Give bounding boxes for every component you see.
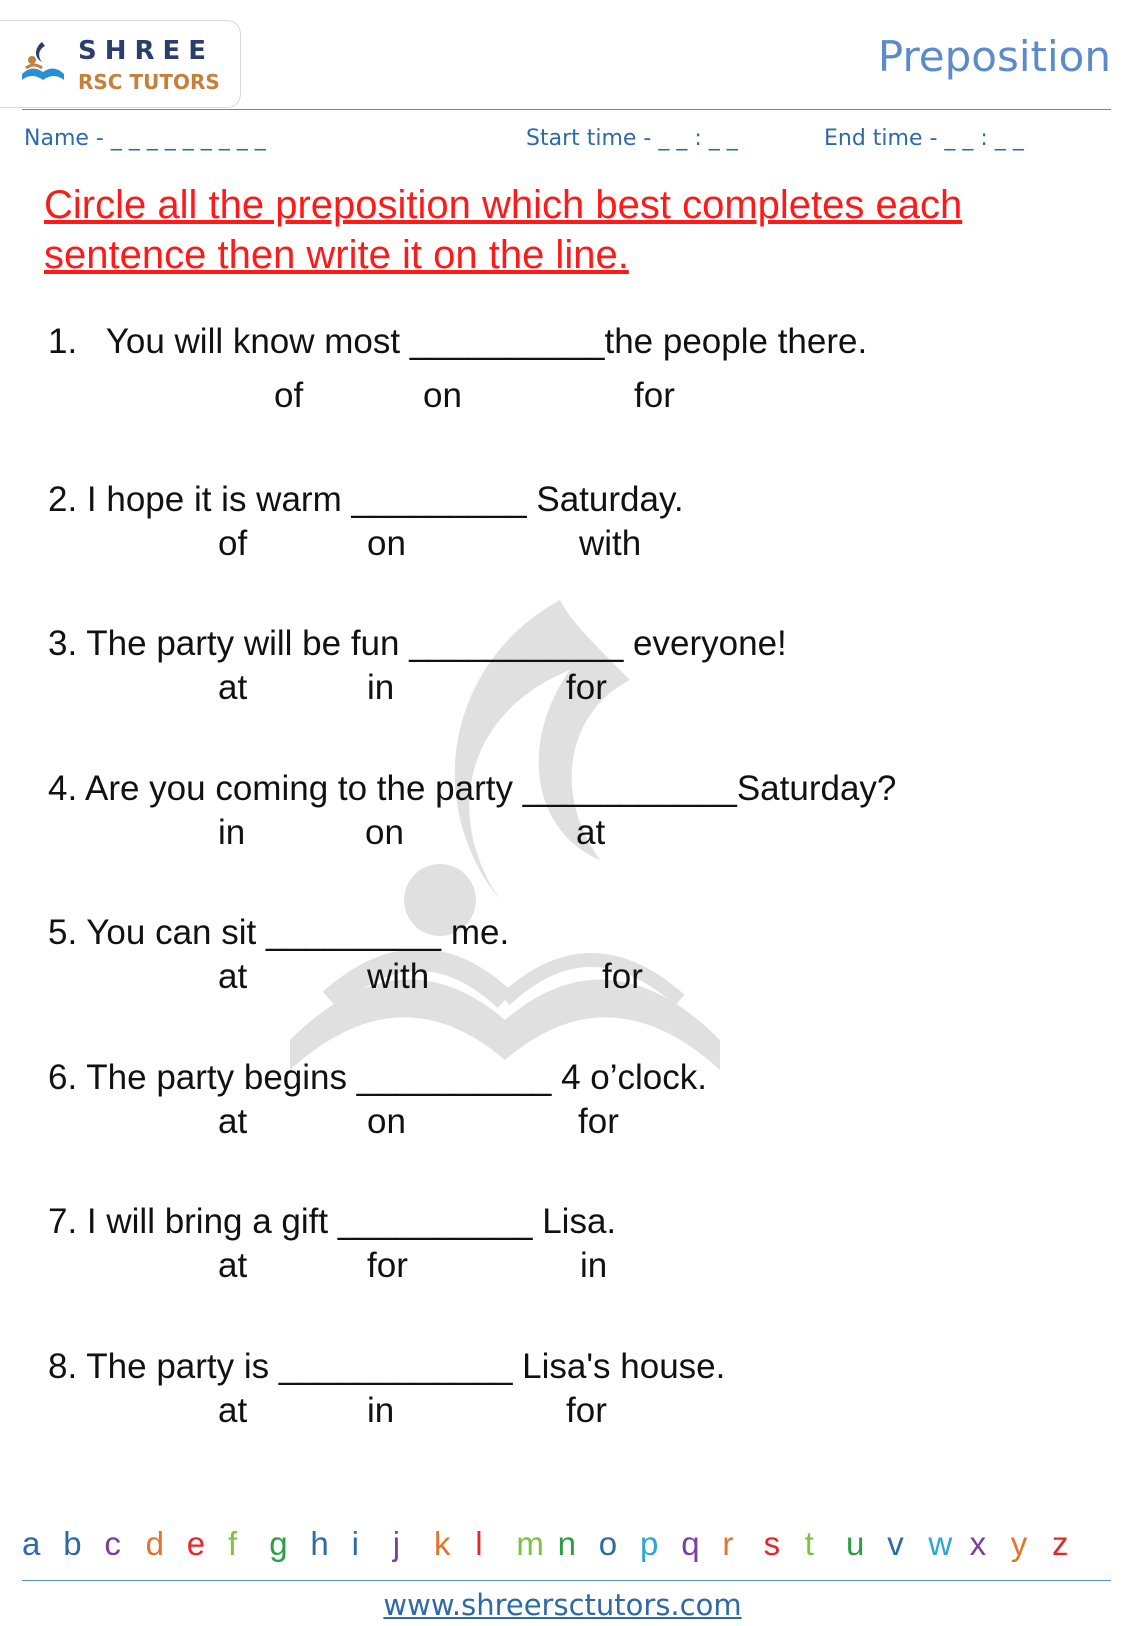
alphabet-letter-a: a	[22, 1525, 41, 1562]
alphabet-letter-x: x	[969, 1525, 987, 1562]
option-q4-c[interactable]: at	[576, 813, 606, 852]
question-1: 1. You will know most __________the people there.	[48, 322, 868, 361]
alphabet-letter-i: i	[351, 1525, 359, 1562]
option-q3-c[interactable]: for	[566, 668, 607, 707]
alphabet-letter-h: h	[310, 1525, 329, 1562]
option-q6-c[interactable]: for	[578, 1102, 619, 1141]
option-q8-b[interactable]: in	[367, 1391, 395, 1430]
option-q2-c[interactable]: with	[579, 524, 642, 563]
website-link[interactable]: www.shreersctutors.com	[383, 1588, 742, 1622]
option-q1-b[interactable]: on	[423, 376, 462, 415]
alphabet-letter-p: p	[640, 1525, 659, 1562]
alphabet-letter-n: n	[557, 1525, 576, 1562]
option-q5-a[interactable]: at	[218, 957, 248, 996]
alphabet-letter-g: g	[269, 1525, 288, 1562]
name-field[interactable]: Name - _ _ _ _ _ _ _ _ _	[24, 126, 266, 151]
alphabet-letter-k: k	[434, 1525, 451, 1562]
option-q6-b[interactable]: on	[367, 1102, 406, 1141]
alphabet-letter-j: j	[392, 1525, 401, 1562]
option-q7-b[interactable]: for	[367, 1246, 408, 1285]
option-q5-b[interactable]: with	[367, 957, 430, 996]
logo-icon	[20, 38, 66, 90]
option-q4-a[interactable]: in	[218, 813, 246, 852]
question-6: 6. The party begins __________ 4 o’clock.	[48, 1058, 707, 1097]
alphabet-letter-w: w	[928, 1525, 953, 1562]
alphabet-letter-q: q	[681, 1525, 700, 1562]
option-q6-a[interactable]: at	[218, 1102, 248, 1141]
question-7: 7. I will bring a gift __________ Lisa.	[48, 1202, 617, 1241]
option-q8-c[interactable]: for	[566, 1391, 607, 1430]
header-divider	[22, 109, 1111, 110]
option-q3-b[interactable]: in	[367, 668, 395, 707]
question-5: 5. You can sit _________ me.	[48, 913, 510, 952]
option-q1-c[interactable]: for	[634, 376, 675, 415]
option-q7-c[interactable]: in	[580, 1246, 608, 1285]
option-q8-a[interactable]: at	[218, 1391, 248, 1430]
alphabet-letter-r: r	[722, 1525, 734, 1562]
alphabet-letter-e: e	[186, 1525, 206, 1562]
alphabet-letter-o: o	[598, 1525, 618, 1562]
alphabet-letter-s: s	[763, 1525, 781, 1562]
option-q5-c[interactable]: for	[602, 957, 643, 996]
footer-divider	[22, 1580, 1111, 1581]
alphabet-letter-f: f	[228, 1525, 238, 1562]
alphabet-letter-b: b	[63, 1525, 82, 1562]
option-q1-a[interactable]: of	[274, 376, 304, 415]
instruction-text: Circle all the preposition which best completes each sentence then write it on the line.	[44, 183, 963, 277]
alphabet-letter-t: t	[804, 1525, 814, 1562]
brand-subtitle: RSC TUTORS	[78, 70, 220, 94]
option-q2-b[interactable]: on	[367, 524, 406, 563]
option-q4-b[interactable]: on	[365, 813, 404, 852]
alphabet-letter-y: y	[1010, 1525, 1028, 1562]
question-8: 8. The party is ____________ Lisa's house.	[48, 1347, 726, 1386]
alphabet-letter-z: z	[1052, 1525, 1069, 1562]
alphabet-letter-m: m	[516, 1525, 544, 1562]
alphabet-letter-d: d	[145, 1525, 164, 1562]
option-q2-a[interactable]: of	[218, 524, 248, 563]
alphabet-letter-l: l	[475, 1525, 483, 1562]
alphabet-letter-u: u	[846, 1525, 865, 1562]
question-2: 2. I hope it is warm _________ Saturday.	[48, 480, 684, 519]
option-q7-a[interactable]: at	[218, 1246, 248, 1285]
option-q3-a[interactable]: at	[218, 668, 248, 707]
start-time-field[interactable]: Start time - _ _ : _ _	[526, 126, 738, 151]
question-4: 4. Are you coming to the party ___________Saturday?	[48, 769, 897, 808]
brand-name: SHREE	[78, 36, 215, 66]
end-time-field[interactable]: End time - _ _ : _ _	[824, 126, 1024, 151]
alphabet-letter-v: v	[887, 1525, 904, 1562]
alphabet-letter-c: c	[104, 1525, 121, 1562]
question-3: 3. The party will be fun ___________ everyone!	[48, 624, 787, 663]
page-title: Preposition	[877, 32, 1111, 81]
